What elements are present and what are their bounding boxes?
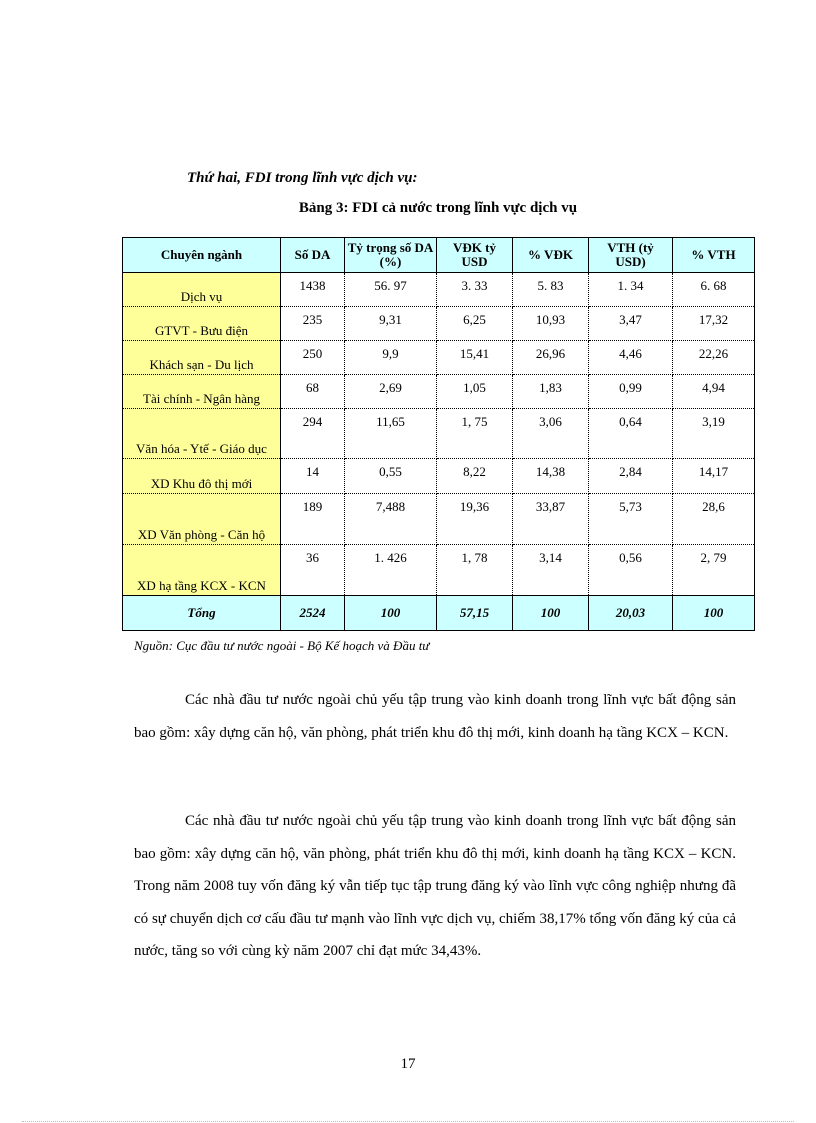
value-cell: 294 bbox=[281, 409, 345, 459]
body-paragraph: Các nhà đầu tư nước ngoài chủ yếu tập trung vào kinh doanh trong lĩnh vực bất động sản bao gồm: xây dựng căn hộ, văn phòng, phát triển khu đô thị mới, kinh doanh hạ tầng KCX – KCN. bbox=[134, 692, 736, 741]
value-cell: 3,14 bbox=[513, 545, 589, 596]
total-value-cell: 20,03 bbox=[589, 596, 673, 631]
value-cell: 2,84 bbox=[589, 459, 673, 494]
value-cell: 5,73 bbox=[589, 494, 673, 545]
value-cell: 3,06 bbox=[513, 409, 589, 459]
value-cell: 0,99 bbox=[589, 375, 673, 409]
header-cell: % VTH bbox=[673, 238, 755, 273]
table-row bbox=[123, 273, 755, 307]
value-cell: 36 bbox=[281, 545, 345, 596]
category-cell: Dịch vụ bbox=[123, 273, 281, 307]
value-cell: 1. 426 bbox=[345, 545, 437, 596]
value-cell: 4,94 bbox=[673, 375, 755, 409]
total-label-cell: Tổng bbox=[123, 596, 281, 631]
section-heading: Thứ hai, FDI trong lĩnh vực dịch vụ: bbox=[187, 170, 418, 186]
value-cell: 68 bbox=[281, 375, 345, 409]
value-cell: 2,69 bbox=[345, 375, 437, 409]
category-cell: XD Khu đô thị mới bbox=[123, 459, 281, 494]
value-cell: 1,83 bbox=[513, 375, 589, 409]
fdi-services-table bbox=[122, 237, 755, 631]
value-cell: 14,38 bbox=[513, 459, 589, 494]
header-cell: Số DA bbox=[281, 238, 345, 273]
body-paragraph: Các nhà đầu tư nước ngoài chủ yếu tập trung vào kinh doanh trong lĩnh vực bất động sản bao gồm: xây dựng căn hộ, văn phòng, phát triển khu đô thị mới, kinh doanh hạ tầng KCX – KCN. Trong năm 2008 tuy vốn đăng ký vẫn tiếp tục tập trung đăng ký vào lĩnh vực công nghiệp nhưng đã có sự chuyển dịch cơ cấu đầu tư mạnh vào lĩnh vực dịch vụ, chiếm 38,17% tổng vốn đăng ký của cả nước, tăng so với cùng kỳ năm 2007 chỉ đạt mức 34,43%. bbox=[134, 813, 736, 959]
value-cell: 5. 83 bbox=[513, 273, 589, 307]
value-cell: 6,25 bbox=[437, 307, 513, 341]
category-cell: XD Văn phòng - Căn hộ bbox=[123, 494, 281, 545]
value-cell: 28,6 bbox=[673, 494, 755, 545]
total-value-cell: 100 bbox=[673, 596, 755, 631]
value-cell: 8,22 bbox=[437, 459, 513, 494]
table-row bbox=[123, 545, 755, 596]
table-row bbox=[123, 494, 755, 545]
value-cell: 3,19 bbox=[673, 409, 755, 459]
page-number: 17 bbox=[400, 1056, 416, 1072]
total-value-cell: 100 bbox=[345, 596, 437, 631]
value-cell: 9,31 bbox=[345, 307, 437, 341]
table-row bbox=[123, 409, 755, 459]
value-cell: 11,65 bbox=[345, 409, 437, 459]
value-cell: 6. 68 bbox=[673, 273, 755, 307]
value-cell: 3. 33 bbox=[437, 273, 513, 307]
table-row bbox=[123, 375, 755, 409]
value-cell: 14,17 bbox=[673, 459, 755, 494]
value-cell: 1, 78 bbox=[437, 545, 513, 596]
value-cell: 250 bbox=[281, 341, 345, 375]
value-cell: 33,87 bbox=[513, 494, 589, 545]
value-cell: 235 bbox=[281, 307, 345, 341]
value-cell: 1, 75 bbox=[437, 409, 513, 459]
table-row bbox=[123, 307, 755, 341]
value-cell: 15,41 bbox=[437, 341, 513, 375]
table-source-note: Nguồn: Cục đầu tư nước ngoài - Bộ Kế hoạch và Đầu tư bbox=[134, 638, 430, 653]
table-total-row bbox=[123, 596, 755, 631]
table-row bbox=[123, 459, 755, 494]
total-value-cell: 57,15 bbox=[437, 596, 513, 631]
value-cell: 189 bbox=[281, 494, 345, 545]
category-cell: GTVT - Bưu điện bbox=[123, 307, 281, 341]
total-value-cell: 100 bbox=[513, 596, 589, 631]
value-cell: 9,9 bbox=[345, 341, 437, 375]
value-cell: 14 bbox=[281, 459, 345, 494]
value-cell: 0,56 bbox=[589, 545, 673, 596]
category-cell: Văn hóa - Ytế - Giáo dục bbox=[123, 409, 281, 459]
table-caption: Bảng 3: FDI cả nước trong lĩnh vực dịch vụ bbox=[298, 200, 578, 216]
value-cell: 10,93 bbox=[513, 307, 589, 341]
value-cell: 7,488 bbox=[345, 494, 437, 545]
value-cell: 26,96 bbox=[513, 341, 589, 375]
value-cell: 1438 bbox=[281, 273, 345, 307]
value-cell: 19,36 bbox=[437, 494, 513, 545]
header-cell: VTH (tỷ USD) bbox=[589, 238, 673, 273]
value-cell: 56. 97 bbox=[345, 273, 437, 307]
value-cell: 2, 79 bbox=[673, 545, 755, 596]
header-cell: Chuyên ngành bbox=[123, 238, 281, 273]
value-cell: 0,64 bbox=[589, 409, 673, 459]
value-cell: 0,55 bbox=[345, 459, 437, 494]
category-cell: Tài chính - Ngân hàng bbox=[123, 375, 281, 409]
category-cell: XD hạ tầng KCX - KCN bbox=[123, 545, 281, 596]
page-bottom-divider bbox=[22, 1121, 794, 1122]
value-cell: 22,26 bbox=[673, 341, 755, 375]
value-cell: 1,05 bbox=[437, 375, 513, 409]
total-value-cell: 2524 bbox=[281, 596, 345, 631]
value-cell: 4,46 bbox=[589, 341, 673, 375]
header-cell: % VĐK bbox=[513, 238, 589, 273]
header-cell: VĐK tỷ USD bbox=[437, 238, 513, 273]
table-row bbox=[123, 341, 755, 375]
category-cell: Khách sạn - Du lịch bbox=[123, 341, 281, 375]
value-cell: 3,47 bbox=[589, 307, 673, 341]
value-cell: 1. 34 bbox=[589, 273, 673, 307]
value-cell: 17,32 bbox=[673, 307, 755, 341]
table-header-row bbox=[123, 238, 755, 273]
header-cell: Tỷ trọng số DA (%) bbox=[345, 238, 437, 273]
